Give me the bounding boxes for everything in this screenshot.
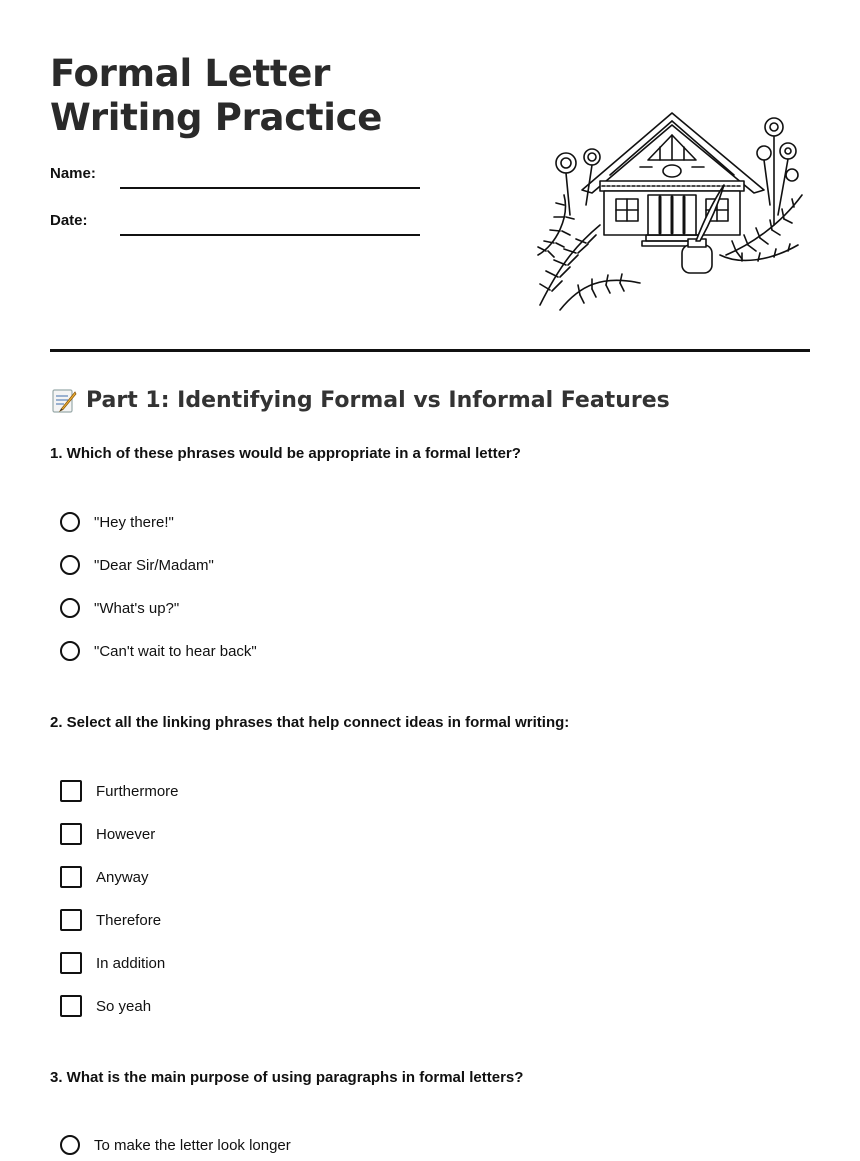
part1-title xyxy=(50,386,670,414)
checkbox[interactable] xyxy=(60,952,82,974)
option-label: In addition xyxy=(96,954,166,972)
option-label: However xyxy=(96,825,156,843)
page-title: Formal Letter Writing Practice xyxy=(50,52,383,139)
radio-button[interactable] xyxy=(60,1135,80,1155)
q2-option-2[interactable] xyxy=(60,823,155,845)
question-2: 2. Select all the linking phrases that help connect ideas in formal writing: xyxy=(50,714,570,731)
radio-button[interactable] xyxy=(60,555,80,575)
q2-option-5[interactable] xyxy=(60,952,165,974)
question-1: 1. Which of these phrases would be appropriate in a formal letter? xyxy=(50,445,521,462)
name-label: Name: xyxy=(50,165,96,182)
option-label: So yeah xyxy=(96,997,152,1015)
checkbox[interactable] xyxy=(60,909,82,931)
option-label: "Hey there!" xyxy=(94,513,174,531)
option-label: "Can't wait to hear back" xyxy=(94,642,257,660)
option-label: To make the letter look longer xyxy=(94,1136,291,1154)
option-label: "Dear Sir/Madam" xyxy=(94,556,214,574)
q1-option-1[interactable] xyxy=(60,512,174,532)
memo-icon xyxy=(50,386,78,414)
radio-button[interactable] xyxy=(60,512,80,532)
date-field-line[interactable] xyxy=(120,234,420,236)
option-label: Therefore xyxy=(96,911,162,929)
q2-option-4[interactable] xyxy=(60,909,161,931)
option-label: Furthermore xyxy=(96,782,179,800)
header-divider xyxy=(50,349,810,352)
radio-button[interactable] xyxy=(60,641,80,661)
option-label: "What's up?" xyxy=(94,599,180,617)
part1-title-text: Part 1: Identifying Formal vs Informal Features xyxy=(86,387,670,413)
question-3: 3. What is the main purpose of using paragraphs in formal letters? xyxy=(50,1069,524,1086)
q1-option-2[interactable] xyxy=(60,555,214,575)
q1-option-4[interactable] xyxy=(60,641,257,661)
checkbox[interactable] xyxy=(60,995,82,1017)
option-label: Anyway xyxy=(96,868,149,886)
q3-option-1[interactable] xyxy=(60,1135,291,1155)
radio-button[interactable] xyxy=(60,598,80,618)
q1-option-3[interactable] xyxy=(60,598,179,618)
q2-option-6[interactable] xyxy=(60,995,151,1017)
q2-option-1[interactable] xyxy=(60,780,179,802)
checkbox[interactable] xyxy=(60,823,82,845)
name-field-line[interactable] xyxy=(120,187,420,189)
house-illustration-icon xyxy=(530,105,810,320)
checkbox[interactable] xyxy=(60,866,82,888)
date-label: Date: xyxy=(50,212,88,229)
q2-option-3[interactable] xyxy=(60,866,149,888)
checkbox[interactable] xyxy=(60,780,82,802)
